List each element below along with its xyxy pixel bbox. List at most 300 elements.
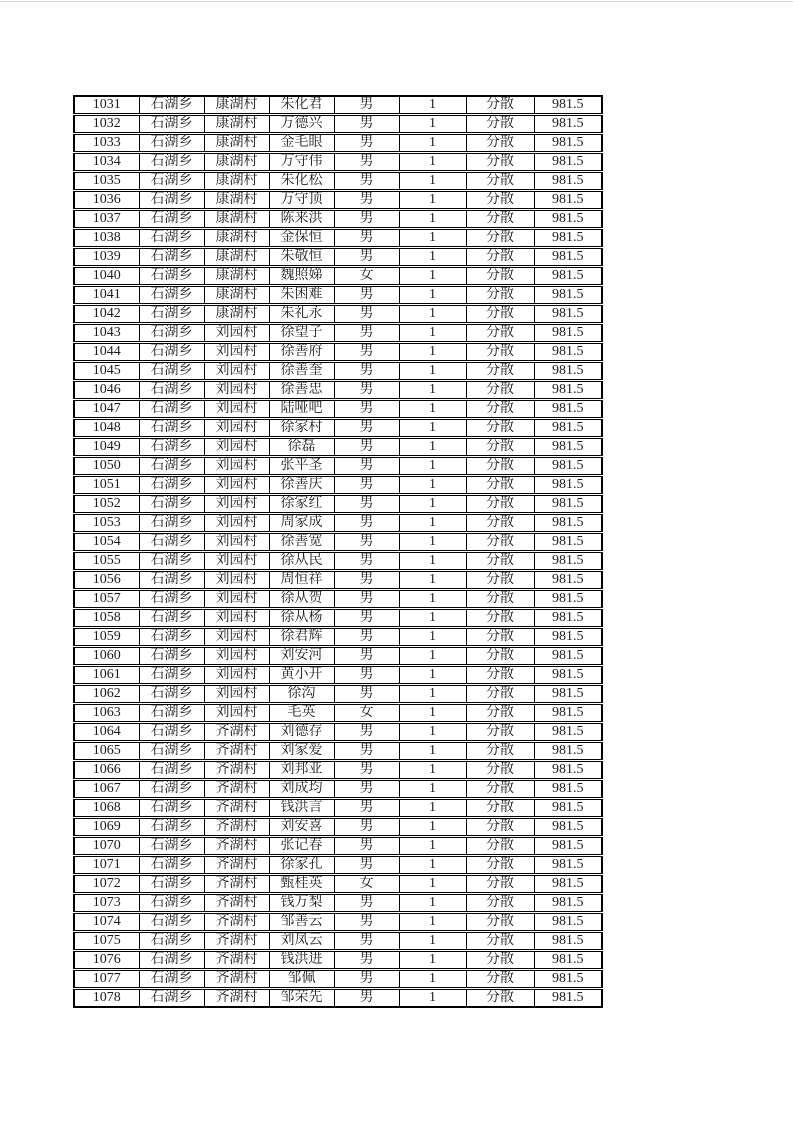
cell-amount: 981.5	[534, 571, 602, 590]
cell-township: 石湖乡	[139, 267, 204, 286]
cell-support-type: 分散	[466, 419, 534, 438]
cell-amount: 981.5	[534, 818, 602, 837]
cell-count: 1	[399, 153, 466, 172]
cell-count: 1	[399, 324, 466, 343]
cell-gender: 男	[334, 571, 399, 590]
cell-person-name: 邹荣先	[269, 989, 334, 1008]
cell-gender: 男	[334, 495, 399, 514]
cell-serial: 1060	[74, 647, 139, 666]
cell-support-type: 分散	[466, 533, 534, 552]
cell-count: 1	[399, 457, 466, 476]
cell-serial: 1070	[74, 837, 139, 856]
page-top-edge-line	[0, 1, 793, 2]
cell-support-type: 分散	[466, 153, 534, 172]
cell-gender: 男	[334, 419, 399, 438]
cell-village: 齐湖村	[204, 742, 269, 761]
cell-serial: 1073	[74, 894, 139, 913]
cell-person-name: 钱洪进	[269, 951, 334, 970]
cell-serial: 1075	[74, 932, 139, 951]
table-row	[74, 134, 602, 153]
cell-amount: 981.5	[534, 210, 602, 229]
cell-township: 石湖乡	[139, 210, 204, 229]
cell-person-name: 徐望子	[269, 324, 334, 343]
cell-gender: 男	[334, 666, 399, 685]
cell-support-type: 分散	[466, 932, 534, 951]
cell-person-name: 刘安河	[269, 647, 334, 666]
cell-person-name: 陈来洪	[269, 210, 334, 229]
cell-township: 石湖乡	[139, 704, 204, 723]
cell-amount: 981.5	[534, 96, 602, 115]
cell-count: 1	[399, 856, 466, 875]
cell-village: 刘园村	[204, 704, 269, 723]
cell-gender: 男	[334, 723, 399, 742]
cell-support-type: 分散	[466, 115, 534, 134]
cell-township: 石湖乡	[139, 134, 204, 153]
table-row	[74, 248, 602, 267]
cell-serial: 1043	[74, 324, 139, 343]
cell-count: 1	[399, 913, 466, 932]
cell-support-type: 分散	[466, 647, 534, 666]
cell-serial: 1074	[74, 913, 139, 932]
cell-village: 康湖村	[204, 172, 269, 191]
cell-township: 石湖乡	[139, 856, 204, 875]
cell-township: 石湖乡	[139, 989, 204, 1008]
cell-gender: 男	[334, 400, 399, 419]
cell-serial: 1063	[74, 704, 139, 723]
cell-amount: 981.5	[534, 457, 602, 476]
cell-gender: 男	[334, 210, 399, 229]
cell-amount: 981.5	[534, 761, 602, 780]
cell-township: 石湖乡	[139, 115, 204, 134]
cell-serial: 1040	[74, 267, 139, 286]
cell-support-type: 分散	[466, 400, 534, 419]
table-row	[74, 153, 602, 172]
cell-amount: 981.5	[534, 267, 602, 286]
cell-township: 石湖乡	[139, 685, 204, 704]
cell-amount: 981.5	[534, 970, 602, 989]
table-row	[74, 324, 602, 343]
cell-gender: 男	[334, 229, 399, 248]
cell-township: 石湖乡	[139, 533, 204, 552]
cell-gender: 男	[334, 989, 399, 1008]
cell-serial: 1032	[74, 115, 139, 134]
cell-township: 石湖乡	[139, 875, 204, 894]
cell-gender: 男	[334, 837, 399, 856]
cell-count: 1	[399, 666, 466, 685]
cell-gender: 男	[334, 685, 399, 704]
table-row	[74, 438, 602, 457]
table-row	[74, 343, 602, 362]
cell-person-name: 刘成均	[269, 780, 334, 799]
cell-amount: 981.5	[534, 438, 602, 457]
cell-person-name: 徐家村	[269, 419, 334, 438]
cell-township: 石湖乡	[139, 723, 204, 742]
cell-township: 石湖乡	[139, 932, 204, 951]
cell-amount: 981.5	[534, 248, 602, 267]
cell-support-type: 分散	[466, 913, 534, 932]
cell-village: 齐湖村	[204, 780, 269, 799]
table-row	[74, 191, 602, 210]
cell-village: 刘园村	[204, 381, 269, 400]
cell-support-type: 分散	[466, 628, 534, 647]
cell-village: 刘园村	[204, 495, 269, 514]
cell-village: 康湖村	[204, 267, 269, 286]
cell-person-name: 徐从杨	[269, 609, 334, 628]
cell-support-type: 分散	[466, 590, 534, 609]
cell-amount: 981.5	[534, 419, 602, 438]
cell-village: 齐湖村	[204, 932, 269, 951]
cell-township: 石湖乡	[139, 609, 204, 628]
cell-support-type: 分散	[466, 856, 534, 875]
cell-person-name: 朱敬恒	[269, 248, 334, 267]
cell-count: 1	[399, 115, 466, 134]
cell-support-type: 分散	[466, 970, 534, 989]
cell-support-type: 分散	[466, 818, 534, 837]
table-row	[74, 476, 602, 495]
cell-serial: 1058	[74, 609, 139, 628]
cell-gender: 男	[334, 780, 399, 799]
cell-gender: 男	[334, 286, 399, 305]
cell-amount: 981.5	[534, 590, 602, 609]
cell-amount: 981.5	[534, 324, 602, 343]
cell-village: 齐湖村	[204, 875, 269, 894]
cell-support-type: 分散	[466, 134, 534, 153]
cell-support-type: 分散	[466, 799, 534, 818]
cell-gender: 男	[334, 476, 399, 495]
cell-gender: 男	[334, 590, 399, 609]
cell-count: 1	[399, 172, 466, 191]
table-row	[74, 172, 602, 191]
cell-support-type: 分散	[466, 476, 534, 495]
table-row	[74, 419, 602, 438]
cell-support-type: 分散	[466, 685, 534, 704]
cell-township: 石湖乡	[139, 172, 204, 191]
cell-support-type: 分散	[466, 742, 534, 761]
cell-village: 康湖村	[204, 305, 269, 324]
table-row	[74, 229, 602, 248]
cell-gender: 男	[334, 381, 399, 400]
cell-serial: 1076	[74, 951, 139, 970]
cell-amount: 981.5	[534, 552, 602, 571]
cell-gender: 男	[334, 191, 399, 210]
cell-person-name: 邹佩	[269, 970, 334, 989]
cell-township: 石湖乡	[139, 229, 204, 248]
cell-count: 1	[399, 305, 466, 324]
table-row	[74, 989, 602, 1008]
table-row	[74, 970, 602, 989]
cell-count: 1	[399, 647, 466, 666]
cell-support-type: 分散	[466, 552, 534, 571]
cell-person-name: 金毛眼	[269, 134, 334, 153]
cell-gender: 男	[334, 115, 399, 134]
cell-count: 1	[399, 134, 466, 153]
cell-gender: 男	[334, 742, 399, 761]
cell-amount: 981.5	[534, 628, 602, 647]
cell-village: 齐湖村	[204, 913, 269, 932]
table-row	[74, 704, 602, 723]
cell-gender: 男	[334, 153, 399, 172]
table-row	[74, 837, 602, 856]
cell-support-type: 分散	[466, 248, 534, 267]
cell-township: 石湖乡	[139, 571, 204, 590]
cell-count: 1	[399, 552, 466, 571]
cell-count: 1	[399, 723, 466, 742]
cell-amount: 981.5	[534, 856, 602, 875]
table-row	[74, 590, 602, 609]
cell-serial: 1051	[74, 476, 139, 495]
cell-count: 1	[399, 894, 466, 913]
cell-amount: 981.5	[534, 362, 602, 381]
cell-gender: 男	[334, 913, 399, 932]
cell-township: 石湖乡	[139, 457, 204, 476]
cell-count: 1	[399, 780, 466, 799]
table-row	[74, 514, 602, 533]
cell-serial: 1038	[74, 229, 139, 248]
cell-person-name: 朱化君	[269, 96, 334, 115]
cell-count: 1	[399, 229, 466, 248]
cell-serial: 1077	[74, 970, 139, 989]
cell-support-type: 分散	[466, 305, 534, 324]
cell-gender: 男	[334, 438, 399, 457]
cell-village: 齐湖村	[204, 761, 269, 780]
cell-count: 1	[399, 210, 466, 229]
cell-gender: 男	[334, 324, 399, 343]
cell-amount: 981.5	[534, 723, 602, 742]
cell-person-name: 朱礼永	[269, 305, 334, 324]
table-row	[74, 381, 602, 400]
cell-gender: 男	[334, 799, 399, 818]
cell-village: 刘园村	[204, 685, 269, 704]
cell-support-type: 分散	[466, 457, 534, 476]
cell-township: 石湖乡	[139, 552, 204, 571]
table-row	[74, 115, 602, 134]
cell-amount: 981.5	[534, 685, 602, 704]
cell-village: 刘园村	[204, 457, 269, 476]
table-row	[74, 305, 602, 324]
cell-count: 1	[399, 191, 466, 210]
cell-village: 康湖村	[204, 115, 269, 134]
table-row	[74, 628, 602, 647]
cell-serial: 1042	[74, 305, 139, 324]
table-row	[74, 286, 602, 305]
cell-township: 石湖乡	[139, 818, 204, 837]
cell-gender: 男	[334, 552, 399, 571]
cell-township: 石湖乡	[139, 894, 204, 913]
cell-support-type: 分散	[466, 191, 534, 210]
table-row	[74, 362, 602, 381]
cell-serial: 1046	[74, 381, 139, 400]
cell-person-name: 周恒祥	[269, 571, 334, 590]
records-table-body	[74, 96, 602, 1007]
cell-count: 1	[399, 514, 466, 533]
cell-amount: 981.5	[534, 875, 602, 894]
cell-gender: 女	[334, 267, 399, 286]
cell-gender: 女	[334, 704, 399, 723]
cell-count: 1	[399, 495, 466, 514]
cell-village: 齐湖村	[204, 799, 269, 818]
cell-serial: 1055	[74, 552, 139, 571]
cell-amount: 981.5	[534, 495, 602, 514]
cell-village: 齐湖村	[204, 837, 269, 856]
cell-support-type: 分散	[466, 571, 534, 590]
cell-count: 1	[399, 343, 466, 362]
cell-township: 石湖乡	[139, 761, 204, 780]
cell-village: 康湖村	[204, 96, 269, 115]
cell-serial: 1050	[74, 457, 139, 476]
cell-amount: 981.5	[534, 913, 602, 932]
cell-amount: 981.5	[534, 286, 602, 305]
cell-count: 1	[399, 438, 466, 457]
cell-amount: 981.5	[534, 932, 602, 951]
cell-person-name: 徐从民	[269, 552, 334, 571]
cell-township: 石湖乡	[139, 362, 204, 381]
table-row	[74, 951, 602, 970]
cell-support-type: 分散	[466, 894, 534, 913]
cell-support-type: 分散	[466, 96, 534, 115]
cell-person-name: 徐善府	[269, 343, 334, 362]
cell-count: 1	[399, 818, 466, 837]
cell-serial: 1054	[74, 533, 139, 552]
cell-person-name: 徐善宽	[269, 533, 334, 552]
cell-support-type: 分散	[466, 362, 534, 381]
cell-person-name: 刘凤云	[269, 932, 334, 951]
cell-gender: 男	[334, 96, 399, 115]
cell-person-name: 徐君辉	[269, 628, 334, 647]
cell-village: 刘园村	[204, 533, 269, 552]
cell-gender: 男	[334, 970, 399, 989]
cell-person-name: 徐从贺	[269, 590, 334, 609]
cell-serial: 1062	[74, 685, 139, 704]
cell-person-name: 徐沟	[269, 685, 334, 704]
cell-amount: 981.5	[534, 780, 602, 799]
cell-serial: 1078	[74, 989, 139, 1008]
cell-gender: 男	[334, 533, 399, 552]
cell-amount: 981.5	[534, 172, 602, 191]
cell-gender: 男	[334, 761, 399, 780]
cell-amount: 981.5	[534, 894, 602, 913]
cell-support-type: 分散	[466, 210, 534, 229]
cell-serial: 1045	[74, 362, 139, 381]
cell-person-name: 刘安喜	[269, 818, 334, 837]
cell-person-name: 张平圣	[269, 457, 334, 476]
table-row	[74, 875, 602, 894]
cell-gender: 男	[334, 628, 399, 647]
cell-township: 石湖乡	[139, 381, 204, 400]
cell-amount: 981.5	[534, 609, 602, 628]
cell-support-type: 分散	[466, 875, 534, 894]
cell-person-name: 徐善忠	[269, 381, 334, 400]
cell-township: 石湖乡	[139, 628, 204, 647]
cell-township: 石湖乡	[139, 476, 204, 495]
cell-gender: 男	[334, 343, 399, 362]
cell-village: 康湖村	[204, 286, 269, 305]
cell-count: 1	[399, 704, 466, 723]
cell-count: 1	[399, 951, 466, 970]
cell-count: 1	[399, 381, 466, 400]
cell-serial: 1065	[74, 742, 139, 761]
cell-serial: 1048	[74, 419, 139, 438]
cell-support-type: 分散	[466, 286, 534, 305]
cell-gender: 男	[334, 818, 399, 837]
cell-support-type: 分散	[466, 666, 534, 685]
cell-person-name: 毛英	[269, 704, 334, 723]
cell-count: 1	[399, 761, 466, 780]
cell-support-type: 分散	[466, 438, 534, 457]
cell-township: 石湖乡	[139, 495, 204, 514]
cell-person-name: 万守伟	[269, 153, 334, 172]
cell-amount: 981.5	[534, 153, 602, 172]
cell-serial: 1069	[74, 818, 139, 837]
cell-support-type: 分散	[466, 229, 534, 248]
cell-count: 1	[399, 742, 466, 761]
cell-amount: 981.5	[552, 990, 584, 1005]
cell-serial: 1049	[74, 438, 139, 457]
cell-support-type: 分散	[466, 837, 534, 856]
cell-gender: 男	[334, 457, 399, 476]
cell-village: 刘园村	[204, 362, 269, 381]
cell-person-name: 邹善云	[269, 913, 334, 932]
cell-township: 石湖乡	[139, 248, 204, 267]
cell-support-type: 分散	[466, 172, 534, 191]
cell-count: 1	[399, 628, 466, 647]
cell-amount: 981.5	[534, 400, 602, 419]
cell-gender: 男	[334, 647, 399, 666]
table-row	[74, 96, 602, 115]
cell-support-type: 分散	[466, 723, 534, 742]
cell-amount: 981.5	[534, 533, 602, 552]
cell-gender: 女	[334, 875, 399, 894]
cell-count: 1	[399, 932, 466, 951]
cell-village: 康湖村	[204, 134, 269, 153]
cell-person-name: 周家成	[269, 514, 334, 533]
cell-serial: 1056	[74, 571, 139, 590]
cell-village: 刘园村	[204, 647, 269, 666]
table-row	[74, 913, 602, 932]
cell-village: 刘园村	[204, 666, 269, 685]
cell-village: 齐湖村	[204, 723, 269, 742]
cell-village: 刘园村	[204, 419, 269, 438]
cell-serial: 1057	[74, 590, 139, 609]
cell-village: 刘园村	[204, 476, 269, 495]
cell-township: 石湖乡	[139, 590, 204, 609]
cell-township: 石湖乡	[139, 191, 204, 210]
cell-village: 刘园村	[204, 324, 269, 343]
cell-support-type: 分散	[466, 761, 534, 780]
cell-serial: 1064	[74, 723, 139, 742]
cell-gender: 男	[334, 305, 399, 324]
cell-person-name: 徐家红	[269, 495, 334, 514]
cell-count: 1	[399, 419, 466, 438]
cell-amount: 981.5	[534, 476, 602, 495]
cell-village: 刘园村	[204, 552, 269, 571]
cell-support-type: 分散	[466, 514, 534, 533]
cell-serial: 1044	[74, 343, 139, 362]
cell-serial: 1039	[74, 248, 139, 267]
cell-amount: 981.5	[534, 666, 602, 685]
cell-serial: 1061	[74, 666, 139, 685]
cell-township: 石湖乡	[139, 324, 204, 343]
cell-township: 石湖乡	[139, 438, 204, 457]
cell-village: 刘园村	[204, 590, 269, 609]
cell-township: 石湖乡	[139, 666, 204, 685]
cell-person-name: 张记春	[269, 837, 334, 856]
cell-support-type: 分散	[466, 495, 534, 514]
cell-support-type: 分散	[466, 704, 534, 723]
cell-township: 石湖乡	[139, 647, 204, 666]
cell-village: 康湖村	[204, 210, 269, 229]
cell-gender: 男	[334, 894, 399, 913]
cell-village: 刘园村	[204, 343, 269, 362]
